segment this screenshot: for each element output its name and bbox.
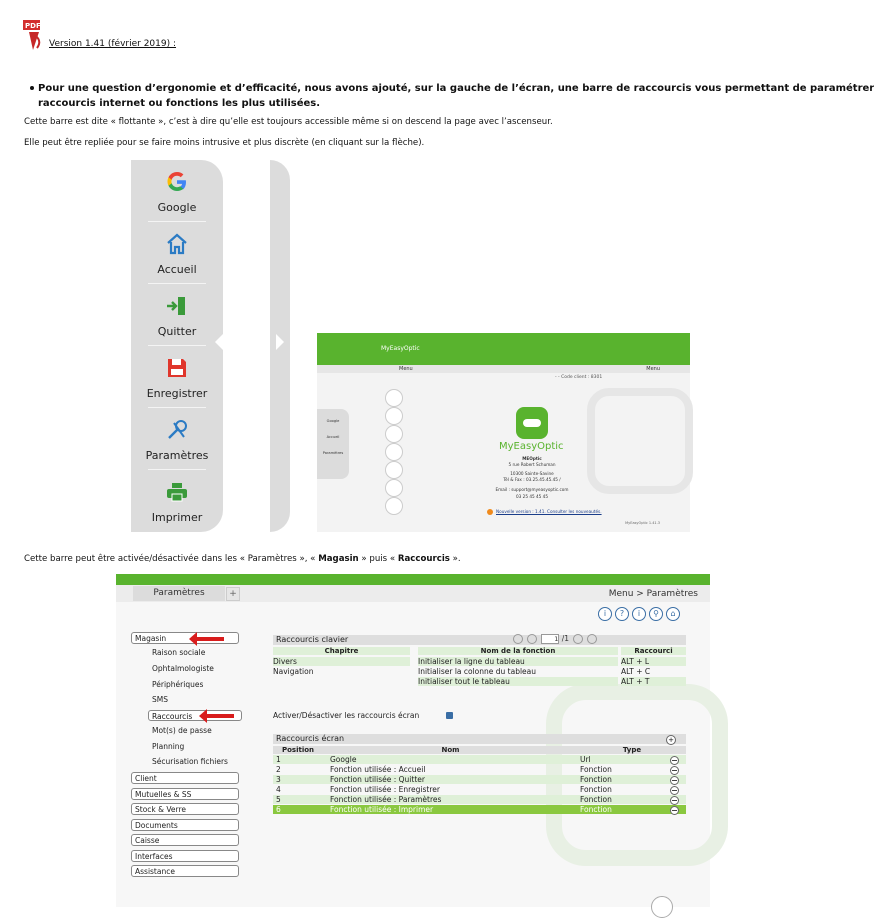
remove-icon[interactable] <box>670 796 679 805</box>
lens-icon[interactable] <box>385 479 403 497</box>
remove-icon[interactable] <box>670 786 679 795</box>
sidebar-item-imprimer[interactable] <box>131 480 223 524</box>
red-arrow-icon <box>206 714 234 718</box>
sidebar-item-label: Imprimer <box>151 511 203 524</box>
sidebar-item-google[interactable] <box>131 170 223 214</box>
company-address: 5 rue Robert Schuman <box>508 462 556 467</box>
breadcrumb: Menu > Paramètres <box>608 589 698 599</box>
bullet-line-2: raccourcis internet ou fonctions les plus utilisées. <box>38 98 321 109</box>
shortcut-sidebar-expanded <box>131 160 223 532</box>
help-icon[interactable]: ? <box>615 607 629 621</box>
kb-key: ALT + L <box>621 657 686 666</box>
bullet-dot <box>30 86 34 90</box>
submenu-mots-de-passe[interactable]: Mot(s) de passe <box>152 726 212 735</box>
sidebar-item-label: Paramètres <box>145 449 209 462</box>
prev-page-icon[interactable] <box>527 634 537 644</box>
submenu-planning[interactable]: Planning <box>152 742 185 751</box>
page-total: /1 <box>561 634 570 643</box>
mini-shortcut-sidebar <box>317 409 349 479</box>
cash-icon[interactable] <box>385 443 403 461</box>
remove-icon[interactable] <box>670 766 679 775</box>
version-link[interactable]: Version 1.41 (février 2019) : <box>49 39 177 49</box>
svg-text:PDF: PDF <box>25 22 41 30</box>
row-type: Fonction <box>580 775 612 784</box>
submenu-ophtalmologiste[interactable]: Ophtalmologiste <box>152 664 214 673</box>
kb-function[interactable]: Initialiser tout le tableau <box>418 677 618 686</box>
last-page-icon[interactable] <box>587 634 597 644</box>
col-type: Type <box>578 746 686 754</box>
search-icon[interactable]: ⚲ <box>649 607 663 621</box>
stats-icon[interactable] <box>651 896 673 918</box>
table-row[interactable] <box>273 795 686 804</box>
menu-magasin[interactable]: Magasin <box>131 632 239 644</box>
mini-google[interactable]: Google <box>326 419 340 423</box>
parametres-screenshot <box>116 574 710 907</box>
row-position: 1 <box>276 755 281 764</box>
myeasyoptic-home-screenshot <box>317 333 690 532</box>
info-orange-icon[interactable]: i <box>632 607 646 621</box>
paragraph-collapse: Elle peut être repliée pour se faire moins intrusive et plus discrète (en cliquant sur la flèche). <box>24 138 425 148</box>
row-name: Google <box>330 755 357 764</box>
sidebar-item-label: Quitter <box>157 325 197 338</box>
table-row[interactable] <box>273 755 686 764</box>
glasses-icon[interactable] <box>385 461 403 479</box>
col-nom: Nom <box>323 746 578 754</box>
row-type: Fonction <box>580 785 612 794</box>
submenu-securisation[interactable]: Sécurisation fichiers <box>152 757 228 766</box>
kb-chapter[interactable]: Navigation <box>273 667 314 676</box>
row-position: 5 <box>276 795 281 804</box>
app-title: MyEasyOptic <box>499 441 564 452</box>
text-fragment: Cette barre peut être activée/désactivée dans les « Paramètres », « <box>24 554 319 564</box>
kb-key: ALT + C <box>621 667 651 676</box>
exit-icon <box>165 294 189 318</box>
company-name: MEOptic <box>522 456 542 461</box>
toggle-label: Activer/Désactiver les raccourcis écran <box>273 711 420 720</box>
menu-caisse[interactable]: Caisse <box>131 834 239 846</box>
save-icon <box>165 356 189 380</box>
row-name: Fonction utilisée : Accueil <box>330 765 426 774</box>
text-fragment: ». <box>449 554 461 564</box>
toolbar-icons <box>595 601 680 621</box>
stats-icon[interactable] <box>385 497 403 515</box>
app-version: MyEasyOptic 1.41.3 <box>625 521 660 525</box>
col-raccourci: Raccourci <box>621 647 686 655</box>
row-type: Url <box>580 755 591 764</box>
sidebar-item-parametres[interactable] <box>131 418 223 462</box>
kb-key: ALT + T <box>621 677 686 686</box>
pagination <box>511 634 599 644</box>
row-position: 3 <box>276 775 281 784</box>
divider <box>148 407 206 408</box>
brand-label: MyEasyOptic <box>381 345 420 352</box>
home-icon[interactable] <box>385 389 403 407</box>
col-position: Position <box>273 746 323 754</box>
google-icon <box>165 170 189 194</box>
header-bar <box>116 574 710 585</box>
submenu-raccourcis[interactable]: Raccourcis <box>148 710 242 721</box>
row-type: Fonction <box>580 765 612 774</box>
menu-link[interactable]: Menu <box>646 366 660 372</box>
divider <box>148 221 206 222</box>
expand-arrow-icon[interactable] <box>276 334 284 350</box>
home-icon[interactable]: ⌂ <box>666 607 680 621</box>
collapse-arrow-icon[interactable] <box>215 334 223 350</box>
menu-stock[interactable]: Stock & Verre <box>131 803 239 815</box>
remove-icon[interactable] <box>670 776 679 785</box>
client-code: - - Code client : 8301 <box>555 375 603 380</box>
menu-assistance[interactable]: Assistance <box>131 865 239 877</box>
app-logo <box>516 407 548 439</box>
kb-function[interactable]: Initialiser la colonne du tableau <box>418 667 537 676</box>
tab-parametres[interactable]: Paramètres <box>133 586 225 601</box>
sidebar-item-label: Accueil <box>157 263 197 276</box>
text-bold-magasin: Magasin <box>318 554 359 564</box>
kb-chapter[interactable]: Divers <box>273 657 410 666</box>
sidebar-item-accueil[interactable] <box>131 232 223 276</box>
home-icon <box>165 232 189 256</box>
paragraph-floating: Cette barre est dite « flottante », c’est à dire qu’elle est toujours accessible même si on descend la page avec l’ascenseur. <box>24 117 553 127</box>
company-phone: Tél & Fax : 03.25.45.45.45 / <box>503 477 561 482</box>
bullet-line-1: Pour une question d’ergonomie et d’efficacité, nous avons ajouté, sur la gauche de l’écran, une barre de raccourcis vous permettant de paramétrer <box>38 83 874 94</box>
text-fragment: » puis « <box>358 554 398 564</box>
sidebar-item-quitter[interactable] <box>131 294 223 338</box>
row-name: Fonction utilisée : Quitter <box>330 775 425 784</box>
watermark-logo <box>587 388 693 494</box>
divider <box>148 469 206 470</box>
keyboard-shortcuts-header: Raccourcis clavier <box>273 635 686 645</box>
remove-icon[interactable] <box>670 756 679 765</box>
news-link[interactable]: Nouvelle version : 1.41. Consulter les nouveautés. <box>487 509 602 515</box>
screen-shortcuts-header: Raccourcis écran <box>273 734 686 744</box>
text-bold-raccourcis: Raccourcis <box>397 554 450 564</box>
row-type: Fonction <box>580 795 612 804</box>
kb-function[interactable]: Initialiser la ligne du tableau <box>418 657 618 666</box>
remove-icon[interactable] <box>670 806 679 815</box>
submenu-peripheriques[interactable]: Périphériques <box>152 680 204 689</box>
sidebar-item-label: Enregistrer <box>146 387 208 400</box>
menu-documents[interactable]: Documents <box>131 819 239 831</box>
page-input[interactable]: 1 <box>541 634 559 644</box>
toggle-checkbox[interactable] <box>446 712 453 719</box>
row-position: 2 <box>276 765 281 774</box>
menu-client[interactable]: Client <box>131 772 239 784</box>
row-name: Fonction utilisée : Imprimer <box>330 805 434 814</box>
shortcut-sidebar-collapsed <box>270 160 290 532</box>
stock-icon[interactable] <box>385 425 403 443</box>
row-type: Fonction <box>580 805 612 814</box>
pdf-icon[interactable] <box>23 20 47 50</box>
table-row[interactable] <box>273 775 686 784</box>
row-name: Fonction utilisée : Enregistrer <box>330 785 440 794</box>
row-position: 6 <box>276 805 281 814</box>
col-chapitre: Chapitre <box>273 647 410 655</box>
submenu-raison-sociale[interactable]: Raison sociale <box>152 648 206 657</box>
table-row[interactable] <box>273 765 686 774</box>
menu-tab[interactable]: Menu <box>399 366 413 372</box>
info-icon[interactable]: i <box>598 607 612 621</box>
next-page-icon[interactable] <box>573 634 583 644</box>
printer-icon <box>165 480 189 504</box>
settings-icon <box>165 418 189 442</box>
submenu-sms[interactable]: SMS <box>152 695 168 704</box>
mini-parametres[interactable]: Paramètres <box>322 451 344 455</box>
feature-bullet <box>30 81 874 111</box>
red-arrow-icon <box>196 637 224 641</box>
sidebar-item-enregistrer[interactable] <box>131 356 223 400</box>
first-page-icon[interactable] <box>513 634 523 644</box>
clients-icon[interactable] <box>385 407 403 425</box>
support-phone: 03 25 45 45 45 <box>516 494 548 499</box>
sidebar-item-label: Google <box>157 201 197 214</box>
menu-bar <box>317 365 690 373</box>
divider <box>148 283 206 284</box>
menu-mutuelles[interactable]: Mutuelles & SS <box>131 788 239 800</box>
col-nom-fonction: Nom de la fonction <box>418 647 618 655</box>
row-name: Fonction utilisée : Paramètres <box>330 795 442 804</box>
menu-interfaces[interactable]: Interfaces <box>131 850 239 862</box>
table-row-selected[interactable] <box>273 805 686 814</box>
add-tab-button[interactable]: + <box>226 587 240 601</box>
row-position: 4 <box>276 785 281 794</box>
company-email[interactable]: Email : support@myeasyoptic.com <box>495 487 569 492</box>
mini-accueil[interactable]: Accueil <box>326 435 340 439</box>
divider <box>148 345 206 346</box>
header-bar <box>317 333 690 365</box>
add-icon[interactable]: + <box>666 735 676 745</box>
company-city: 10300 Sainte-Savine <box>510 471 554 476</box>
paragraph-activation <box>24 554 461 564</box>
table-row[interactable] <box>273 785 686 794</box>
